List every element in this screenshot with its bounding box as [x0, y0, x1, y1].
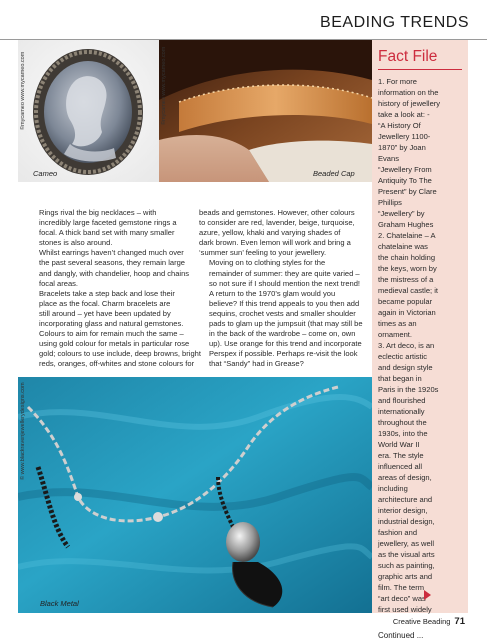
fact-file-line: medieval castle; it — [378, 286, 438, 295]
fact-file-line: fashion and — [378, 528, 418, 537]
fact-file-line: era. The style — [378, 451, 424, 460]
fact-file-title-rule — [378, 69, 462, 70]
paragraph-earrings: Whilst earrings haven’t changed much over the past several seasons, they remain large and dangly, with chandelier, hoop and chains focal areas. — [39, 248, 190, 288]
fact-file-line: interior design, — [378, 506, 428, 515]
fact-file-line: that began in — [378, 374, 422, 383]
fact-file-line: World War II — [378, 440, 420, 449]
fact-file-line: Paris in the 1920s — [378, 385, 439, 394]
fact-file-line: “Jewellery From — [378, 165, 432, 174]
fact-file-line: 1870” by Joan — [378, 143, 426, 152]
fact-file-title: Fact File — [378, 48, 438, 65]
paragraph-glam: A return to the 1970’s glam would you believe? If this trend appeals to you then add sequins, crochet vests and smaller shoulder pads to glam up the jumpsuit (that may still be in the back of the wardrobe – come on, own up). Use orange for this trend and incorporate Perspex if possible. Perhaps re-visit the look that “Sandy” had in Grease? — [209, 288, 363, 369]
fact-file-line: industrial design, — [378, 517, 435, 526]
fact-file-line: Jewellery 1100- — [378, 132, 431, 141]
paragraph-bracelets: Bracelets take a step back and lose their place as the focal. Charm bracelets are still around – yet have been updated by incorporating glass and natural gemstones. — [39, 288, 184, 329]
fact-file-line: as the visual arts — [378, 550, 435, 559]
fact-file-line: Present” by Clare — [378, 187, 437, 196]
article-column-1 — [29, 208, 201, 370]
cameo-photo — [18, 40, 159, 182]
paragraph-gemstones: beads and gemstones. However, other colours to consider are red, lavender, beige, turquoise, azure, yellow, khaki and varying shades of dark brown. Even lemon will work and bring a ‘summer sun’ feeling to your jewellery. — [199, 208, 355, 258]
fact-file-line: Antiquity To The — [378, 176, 432, 185]
magazine-name: Creative Beading — [392, 617, 451, 626]
black-metal-caption: Black Metal — [40, 599, 79, 608]
fact-file-line: Graham Hughes — [378, 220, 434, 229]
black-metal-credit: © www.blackravenjewellerydesigns.com — [20, 382, 26, 480]
fact-file-line: “Jewellery” by — [378, 209, 425, 218]
fact-file-line: including — [378, 484, 408, 493]
fact-file-line: 3. Art deco, is an — [378, 341, 435, 350]
fact-file-line: again in Victorian — [378, 308, 436, 317]
fact-file-line: eclectic artistic — [378, 352, 428, 361]
fact-file-line: influenced all — [378, 462, 423, 471]
fact-file-line: Evans — [378, 154, 399, 163]
continued-arrow-icon — [424, 590, 431, 600]
fact-file-line: Phillips — [378, 198, 402, 207]
paragraph-clothing: Moving on to clothing styles for the remainder of summer: they are quite varied – so not sure if I should mention the next trend! — [209, 258, 361, 288]
beaded-cap-credit: ©mycameo www.mycameo.com — [161, 46, 167, 125]
fact-file-line: history of jewellery — [378, 99, 441, 108]
fact-file-line: ornament. — [378, 330, 412, 339]
fact-file-line: the mistress of a — [378, 275, 434, 284]
cameo-caption: Cameo — [33, 169, 58, 178]
fact-file-line: “art deco” was — [378, 594, 426, 603]
article-column-2 — [199, 208, 369, 370]
fact-file-line: take a look at: - — [378, 110, 430, 119]
fact-file-line: areas of design, — [378, 473, 432, 482]
fact-file-line: internationally — [378, 407, 425, 416]
fact-file-line: times as an — [378, 319, 417, 328]
fact-file-line: the chain holding — [378, 253, 436, 262]
fact-file-text — [378, 76, 466, 615]
fact-file-line: information on the — [378, 88, 439, 97]
fact-file-line: jewellery, as well — [378, 539, 435, 548]
fact-file-line: architecture and — [378, 495, 433, 504]
fact-file-line: 1. For more — [378, 77, 418, 86]
fact-file-line: such as painting, — [378, 561, 435, 570]
fact-file-line: 2. Chatelaine – A — [378, 231, 436, 240]
fact-file-line: throughout the — [378, 418, 427, 427]
fact-file-line: film. The term — [378, 583, 424, 592]
fact-file-line: 1930s, into the — [378, 429, 428, 438]
beaded-cap-caption: Beaded Cap — [313, 169, 355, 178]
continued-label: Continued ... — [378, 631, 424, 640]
black-metal-photo — [18, 377, 372, 613]
page-number: 71 — [454, 616, 465, 627]
cameo-credit: ©mycameo www.mycameo.com — [20, 51, 26, 130]
page-footer — [393, 616, 465, 627]
fact-file-line: and flourished — [378, 396, 426, 405]
fact-file-line: chatelaine was — [378, 242, 428, 251]
fact-file-line: first used widely — [378, 605, 432, 614]
fact-file-line: graphic arts and — [378, 572, 433, 581]
beaded-cap-photo — [159, 40, 372, 182]
fact-file-line: became popular — [378, 297, 433, 306]
paragraph-colours: Colours to aim for remain much the same – using gold colour for metals in particular rose gold; colours to use include, deep browns, bright reds, oranges, off-whites and stone colours for — [39, 329, 201, 369]
paragraph-rings: Rings rival the big necklaces – with incredibly large faceted gemstone rings a focal. A thick band set with many smaller stones is also around. — [39, 208, 177, 248]
section-title: BEADING TRENDS — [320, 14, 469, 31]
fact-file-line: and design style — [378, 363, 433, 372]
fact-file-line: the keys, worn by — [378, 264, 437, 273]
fact-file-line: “A History Of — [378, 121, 421, 130]
